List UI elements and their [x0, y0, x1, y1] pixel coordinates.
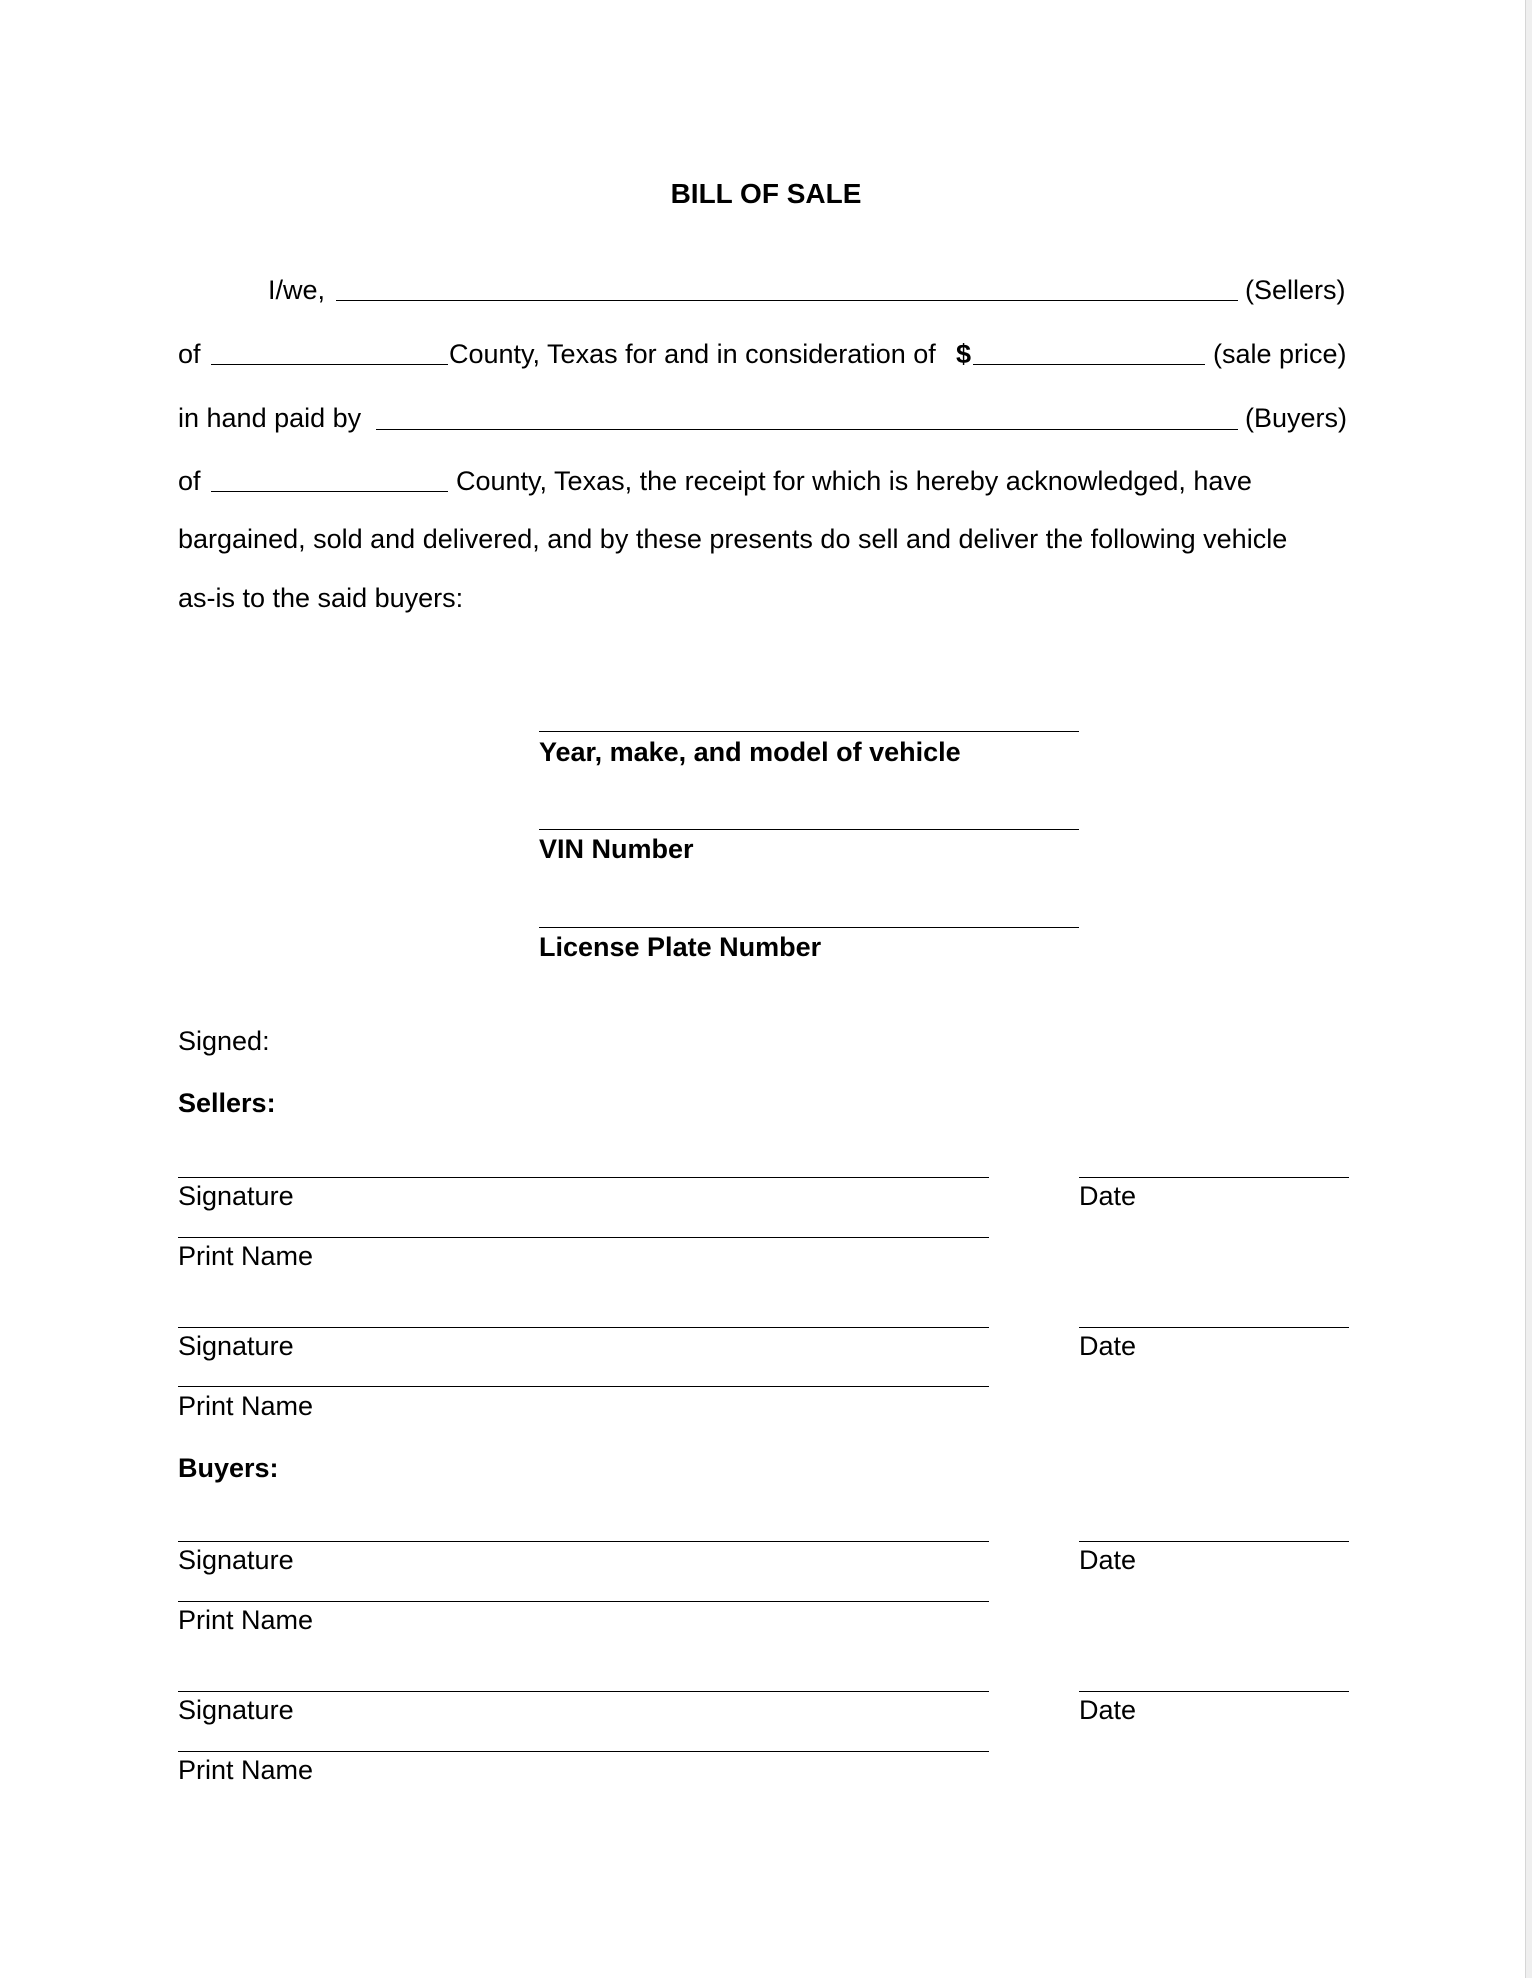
vehicle-description-blank[interactable] [539, 731, 1079, 732]
license-plate-blank[interactable] [539, 927, 1079, 928]
sale-price-blank[interactable] [973, 364, 1205, 365]
license-plate-label: License Plate Number [539, 932, 822, 962]
document-title: BILL OF SALE [670, 178, 862, 209]
buyer-1-print-name-line[interactable] [178, 1601, 989, 1602]
seller-1-signature-line[interactable] [178, 1177, 989, 1178]
buyers-intro-text: in hand paid by [178, 403, 362, 433]
print-name-label: Print Name [178, 1391, 314, 1421]
sellers-heading: Sellers: [178, 1088, 276, 1118]
seller-2-signature-line[interactable] [178, 1327, 989, 1328]
receipt-text: County, Texas, the receipt for which is hereby acknowledged, have [456, 466, 1252, 496]
date-label: Date [1079, 1545, 1137, 1575]
date-label: Date [1079, 1695, 1137, 1725]
dollar-sign: $ [956, 339, 972, 369]
seller-2-date-line[interactable] [1079, 1327, 1349, 1328]
signature-label: Signature [178, 1181, 294, 1211]
print-name-label: Print Name [178, 1605, 314, 1635]
sellers-suffix-text: (Sellers) [1245, 275, 1346, 305]
print-name-label: Print Name [178, 1241, 314, 1271]
seller-2-print-name-line[interactable] [178, 1386, 989, 1387]
buyers-suffix-text: (Buyers) [1245, 403, 1348, 433]
date-label: Date [1079, 1181, 1137, 1211]
seller-1-date-line[interactable] [1079, 1177, 1349, 1178]
seller-1-print-name-line[interactable] [178, 1237, 989, 1238]
sale-price-suffix: (sale price) [1213, 339, 1347, 369]
buyers-name-blank[interactable] [376, 429, 1238, 430]
buyers-county-blank[interactable] [211, 491, 448, 492]
buyer-1-date-line[interactable] [1079, 1541, 1349, 1542]
body-text-line: as-is to the said buyers: [178, 583, 464, 613]
vin-blank[interactable] [539, 829, 1079, 830]
print-name-label: Print Name [178, 1755, 314, 1785]
consideration-text: County, Texas for and in consideration of [449, 339, 936, 369]
signed-label: Signed: [178, 1026, 270, 1056]
page-edge-gutter [1526, 0, 1532, 1978]
vehicle-description-label: Year, make, and model of vehicle [539, 737, 961, 767]
vin-label: VIN Number [539, 834, 694, 864]
signature-label: Signature [178, 1695, 294, 1725]
date-label: Date [1079, 1331, 1137, 1361]
buyer-2-signature-line[interactable] [178, 1691, 989, 1692]
buyers-county-lead: of [178, 466, 201, 496]
sellers-intro-text: I/we, [268, 275, 326, 305]
buyer-2-print-name-line[interactable] [178, 1751, 989, 1752]
sellers-name-blank[interactable] [336, 300, 1238, 301]
buyer-1-signature-line[interactable] [178, 1541, 989, 1542]
buyer-2-date-line[interactable] [1079, 1691, 1349, 1692]
signature-label: Signature [178, 1331, 294, 1361]
sellers-county-lead: of [178, 339, 201, 369]
signature-label: Signature [178, 1545, 294, 1575]
sellers-county-blank[interactable] [211, 364, 448, 365]
buyers-heading: Buyers: [178, 1453, 279, 1483]
body-text-line: bargained, sold and delivered, and by these presents do sell and deliver the following vehicle [178, 524, 1288, 554]
